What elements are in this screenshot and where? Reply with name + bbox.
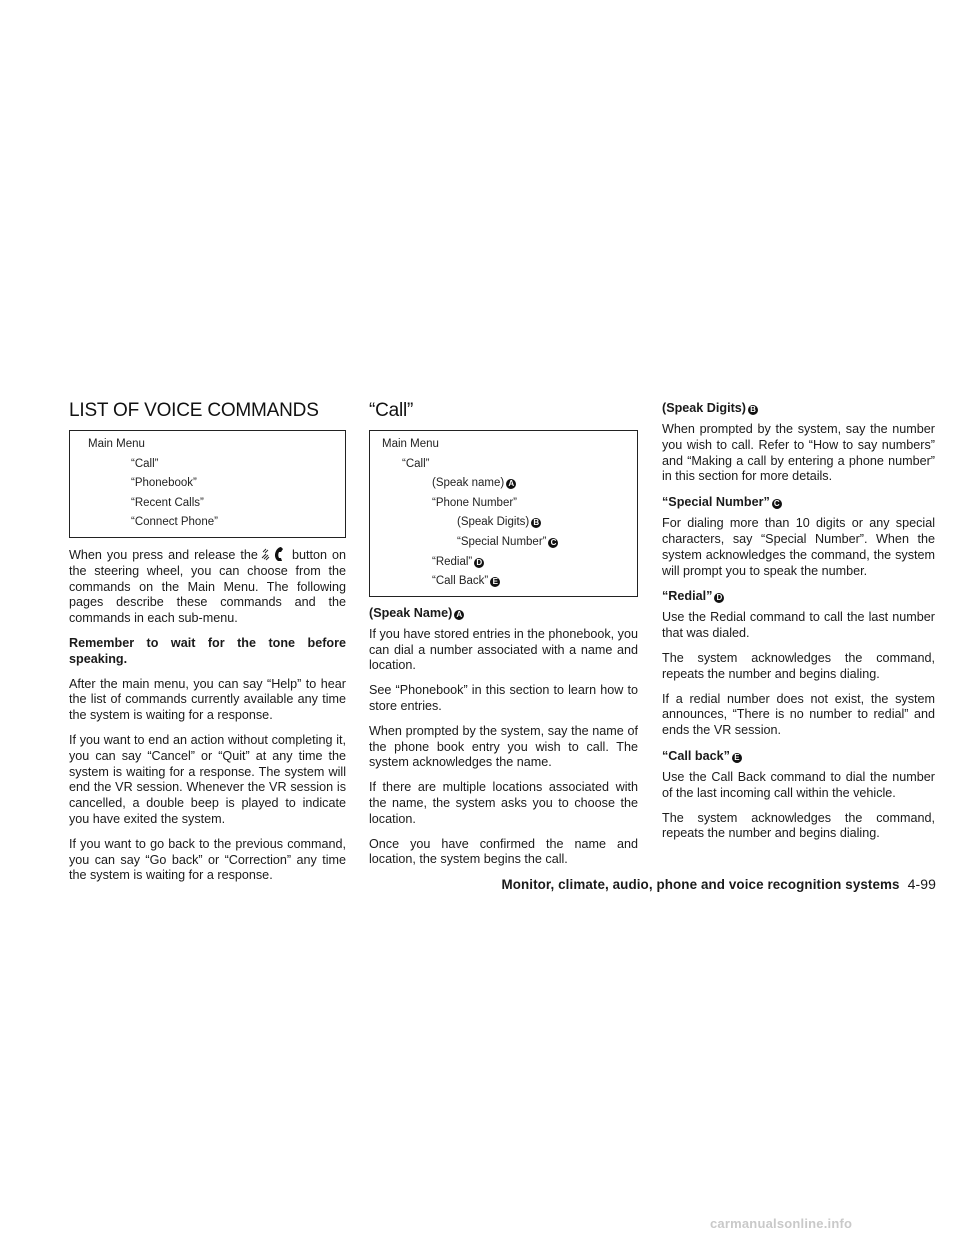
paragraph-go-back: If you want to go back to the previous command, you can say “Go back” or “Correction” any time the system is waiting for a response.	[69, 836, 346, 883]
paragraph-special-number: For dialing more than 10 digits or any special characters, say “Special Number”. When the system acknowledges the command, the system will prompt you to speak the number.	[662, 516, 935, 578]
menu-item-connect-phone: “Connect Phone”	[131, 516, 218, 529]
marker-d-icon: D	[474, 558, 484, 568]
menu-item-phonebook: “Phonebook”	[131, 477, 197, 490]
column-right	[662, 400, 935, 851]
watermark: carmanualsonline.info	[710, 1216, 853, 1231]
call-menu-box	[369, 430, 638, 597]
paragraph-stored-entries: If you have stored entries in the phonebook, you can dial a number associated with a name and location.	[369, 626, 638, 673]
page-footer	[466, 876, 936, 892]
paragraph-redial-ack: The system acknowledges the command, repeats the number and begins dialing.	[662, 650, 935, 681]
menu-item-call: “Call”	[131, 457, 159, 470]
paragraph-cancel: If you want to end an action without completing it, you can say “Cancel” or “Quit” at any time the system is waiting for a response. The system will end the VR session. Whenever the VR session is cancelled, a double beep is played to indicate you have exited the system.	[69, 732, 346, 826]
voice-phone-icon	[260, 546, 290, 562]
marker-d-icon: D	[714, 593, 724, 603]
paragraph-redial-none: If a redial number does not exist, the system announces, “There is no number to redial” and ends the VR session.	[662, 691, 935, 738]
paragraph-say-name: When prompted by the system, say the name of the phone book entry you wish to call. The system acknowledges the name.	[369, 723, 638, 770]
marker-e-icon: E	[732, 753, 742, 763]
paragraph-confirmed: Once you have confirmed the name and location, the system begins the call.	[369, 836, 638, 867]
menu-redial: “Redial” D	[382, 553, 637, 573]
menu-title: Main Menu	[88, 438, 145, 450]
marker-c-icon: C	[548, 538, 558, 548]
marker-a-icon: A	[506, 479, 516, 489]
marker-b-icon: B	[531, 518, 541, 528]
column-left	[69, 400, 346, 893]
paragraph-intro: When you press and release the button on the steering wheel, you can choose from the commands on the Main Menu. The following pages describe these commands and the commands in each sub-menu.	[69, 547, 346, 626]
paragraph-call-back-ack: The system acknowledges the command, repeats the number and begins dialing.	[662, 810, 935, 841]
call-back-label: “Call back” E	[662, 748, 935, 764]
paragraph-call-back-use: Use the Call Back command to dial the number of the last incoming call within the vehicle.	[662, 769, 935, 800]
column-middle	[369, 400, 638, 877]
speak-name-label: (Speak Name) A	[369, 605, 638, 621]
tone-note: Remember to wait for the tone before speaking.	[69, 635, 346, 666]
marker-b-icon: B	[748, 405, 758, 415]
menu-special-number: “Special Number” C	[382, 533, 637, 553]
section-heading: LIST OF VOICE COMMANDS	[69, 400, 319, 421]
paragraph-multiple-locations: If there are multiple locations associated with the name, the system asks you to choose the location.	[369, 780, 638, 826]
paragraph-speak-digits: When prompted by the system, say the number you wish to call. Refer to “How to say numbers” and “Making a call by entering a phone number” in this section for more details.	[662, 422, 935, 484]
menu-item-recent-calls: “Recent Calls”	[131, 496, 204, 509]
main-menu-box	[69, 430, 346, 538]
call-heading: “Call”	[369, 400, 414, 421]
menu-phone-number: “Phone Number”	[432, 496, 518, 509]
paragraph-see-phonebook: See “Phonebook” in this section to learn how to store entries.	[369, 683, 638, 713]
paragraph-redial-use: Use the Redial command to call the last number that was dialed.	[662, 610, 935, 641]
menu-speak-digits: (Speak Digits) B	[382, 513, 637, 533]
footer-section-title: Monitor, climate, audio, phone and voice recognition systems	[501, 877, 900, 892]
special-number-label: “Special Number” C	[662, 494, 935, 510]
paragraph-help: After the main menu, you can say “Help” to hear the list of commands currently available any time the system is waiting for a response.	[69, 676, 346, 723]
menu-call: “Call”	[402, 457, 430, 470]
speak-digits-label: (Speak Digits) B	[662, 400, 935, 416]
marker-e-icon: E	[490, 577, 500, 587]
marker-a-icon: A	[454, 610, 464, 620]
menu-speak-name: (Speak name) A	[382, 474, 637, 494]
marker-c-icon: C	[772, 499, 782, 509]
redial-label: “Redial” D	[662, 588, 935, 604]
menu-title: Main Menu	[382, 438, 439, 450]
page-number: 4-99	[907, 876, 936, 892]
menu-call-back: “Call Back” E	[382, 572, 637, 592]
